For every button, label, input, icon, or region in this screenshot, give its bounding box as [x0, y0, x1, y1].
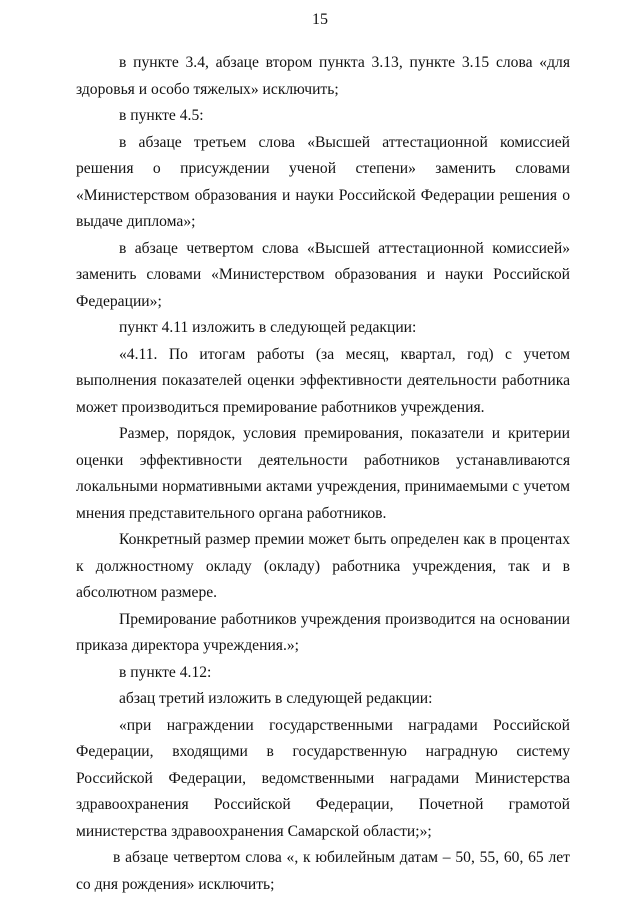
paragraph: пункт 4.11 изложить в следующей редакции:	[119, 319, 417, 336]
paragraph: «при награждении государственными наградами Российской Федерации, входящими в государственную наградную систему Российской Федерации, ведомственными наградами Министерства здравоохранения Российской Федерации, Почетной грамотой министерства здравоохранения Самарской области;»;	[76, 716, 570, 840]
document-body	[76, 50, 570, 898]
paragraph: Премирование работников учреждения производится на основании приказа директора учреждения.»;	[76, 610, 570, 654]
paragraph: в пункте 3.4, абзаце втором пункта 3.13, пункте 3.15 слова «для здоровья и особо тяжелых» исключить;	[76, 54, 570, 98]
paragraph: Размер, порядок, условия премирования, показатели и критерии оценки эффективности деятельности работников устанавливаются локальными нормативными актами учреждения, принимаемыми с учетом мнения представительного органа работников.	[76, 425, 570, 522]
paragraph: в абзаце третьем слова «Высшей аттестационной комиссией решения о присуждении ученой степени» заменить словами «Министерством образования и науки Российской Федерации решения о выдаче диплома»;	[76, 133, 570, 230]
paragraph: Конкретный размер премии может быть определен как в процентах к должностному окладу (окладу) работника учреждения, так и в абсолютном размере.	[76, 531, 570, 601]
paragraph: в пункте 4.5:	[119, 107, 204, 124]
paragraph: в пункте 4.12:	[119, 663, 212, 681]
paragraph: в абзаце четвертом слова «Высшей аттестационной комиссией» заменить словами «Министерством образования и науки Российской Федерации»;	[76, 239, 570, 310]
paragraph: абзац третий изложить в следующей редакции:	[119, 690, 433, 707]
page-number: 15	[312, 11, 328, 28]
paragraph: «4.11. По итогам работы (за месяц, квартал, год) с учетом выполнения показателей оценки эффективности деятельности работника может производиться премирование работников учреждения.	[76, 345, 570, 416]
paragraph: в абзаце четвертом слова «, к юбилейным датам – 50, 55, 60, 65 лет со дня рождения» исключить;	[76, 849, 570, 893]
